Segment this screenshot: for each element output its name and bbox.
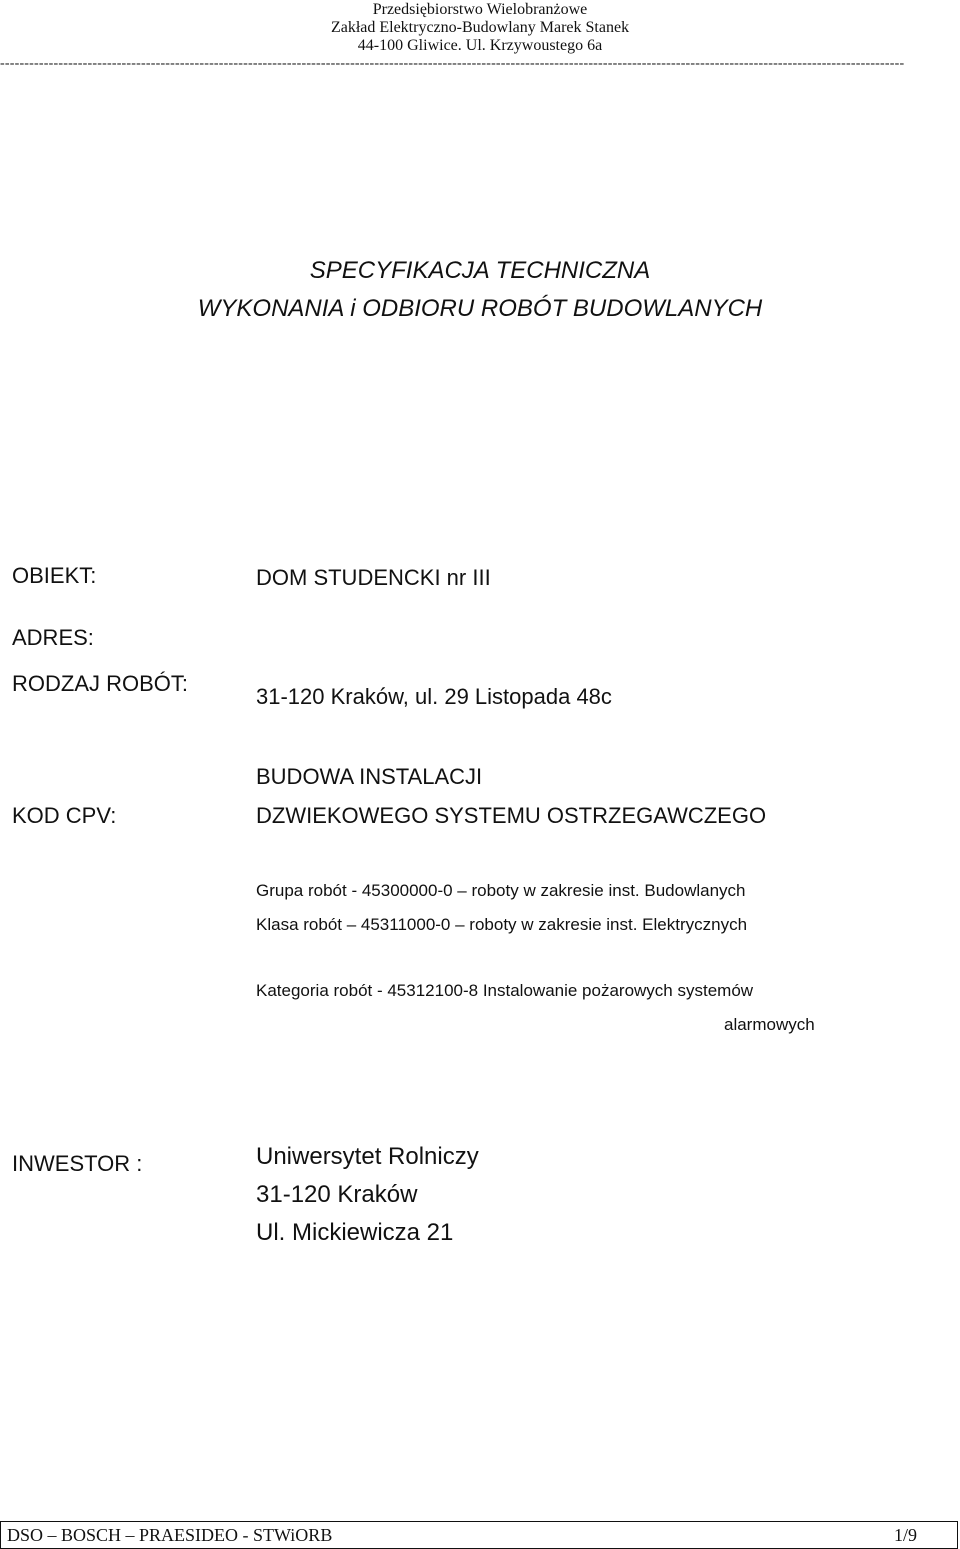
cpv-kategoria-line2: alarmowych	[724, 1015, 815, 1034]
cpv-klasa: Klasa robót – 45311000-0 – roboty w zakresie inst. Elektrycznych	[256, 915, 748, 934]
company-name: Przedsiębiorstwo Wielobranżowe	[372, 1, 588, 18]
company-address: 44-100 Gliwice. Ul. Krzywoustego 6a	[357, 37, 603, 54]
company-division: Zakład Elektryczno-Budowlany Marek Stanek	[330, 19, 630, 36]
footer-page-number: 1/9	[893, 1525, 917, 1545]
rodzaj-robot-label: RODZAJ ROBÓT:	[12, 671, 189, 696]
rodzaj-robot-value-line2: DZWIEKOWEGO SYSTEMU OSTRZEGAWCZEGO	[256, 803, 767, 828]
page-footer	[0, 1521, 958, 1549]
inwestor-street: Ul. Mickiewicza 21	[256, 1219, 454, 1246]
footer-document-code: DSO – BOSCH – PRAESIDEO - STWiORB	[7, 1525, 333, 1545]
inwestor-label: INWESTOR :	[12, 1151, 143, 1176]
header-separator: ------------------------------------------------------------------------------------------------------------------------------------------------------------------------------------------	[0, 56, 905, 71]
document-title-line2: WYKONANIA i ODBIORU ROBÓT BUDOWLANYCH	[197, 295, 763, 322]
adres-value: 31-120 Kraków, ul. 29 Listopada 48c	[256, 684, 612, 709]
obiekt-value: DOM STUDENCKI nr III	[256, 565, 491, 590]
inwestor-name: Uniwersytet Rolniczy	[256, 1143, 479, 1170]
cpv-kategoria-line1: Kategoria robót - 45312100-8 Instalowanie pożarowych systemów	[256, 981, 754, 1000]
adres-label: ADRES:	[12, 625, 94, 650]
obiekt-label: OBIEKT:	[12, 563, 97, 588]
kod-cpv-label: KOD CPV:	[12, 803, 117, 828]
cpv-grupa: Grupa robót - 45300000-0 – roboty w zakresie inst. Budowlanych	[256, 881, 746, 900]
document-title-line1: SPECYFIKACJA TECHNICZNA	[309, 257, 651, 284]
inwestor-city: 31-120 Kraków	[256, 1181, 418, 1208]
rodzaj-robot-value-line1: BUDOWA INSTALACJI	[256, 764, 483, 789]
